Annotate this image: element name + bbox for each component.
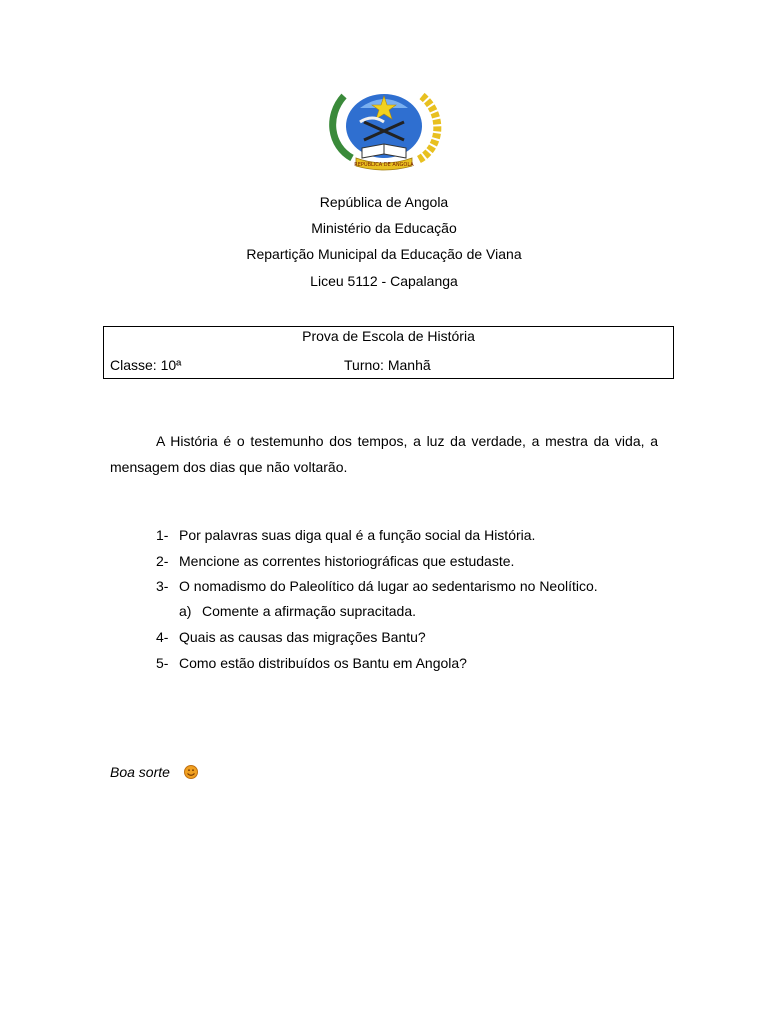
question-number: 4- <box>156 629 169 645</box>
question-number: a) <box>179 603 192 619</box>
emblem-banner-text: REPÚBLICA DE ANGOLA <box>354 162 414 168</box>
question-text: O nomadismo do Paleolítico dá lugar ao sedentarismo no Neolítico. <box>179 578 598 594</box>
question-item <box>156 628 426 646</box>
question-number: 2- <box>156 553 169 569</box>
question-text: Mencione as correntes historiográficas que estudaste. <box>179 553 515 569</box>
question-number: 5- <box>156 655 169 671</box>
exam-title: Prova de Escola de História <box>302 328 475 344</box>
question-text: Como estão distribuídos os Bantu em Angola? <box>179 655 467 671</box>
angola-coat-of-arms-icon <box>322 86 446 172</box>
sub-question-item <box>179 602 416 620</box>
question-text: Quais as causas das migrações Bantu? <box>179 629 426 645</box>
question-number: 3- <box>156 578 169 594</box>
question-text: Por palavras suas diga qual é a função social da História. <box>179 527 536 543</box>
smiley-icon <box>183 764 199 780</box>
question-item <box>156 654 467 672</box>
question-item <box>156 577 598 595</box>
header-country: República de Angola <box>319 194 449 210</box>
signoff-text: Boa sorte <box>110 764 170 780</box>
exam-info-box <box>103 326 674 379</box>
exam-class: Classe: 10ª <box>110 357 182 373</box>
question-text: Comente a afirmação supracitada. <box>202 603 416 619</box>
question-item <box>156 552 514 570</box>
header-department: Repartição Municipal da Educação de Viana <box>246 246 522 262</box>
epigraph-quote: A História é o testemunho dos tempos, a luz da verdade, a mestra da vida, a mensagem dos dias que não voltarão. <box>110 433 658 475</box>
question-number: 1- <box>156 527 169 543</box>
question-item <box>156 526 535 544</box>
header-ministry: Ministério da Educação <box>311 220 457 236</box>
exam-shift: Turno: Manhã <box>344 357 431 373</box>
header-school: Liceu 5112 - Capalanga <box>310 273 458 289</box>
